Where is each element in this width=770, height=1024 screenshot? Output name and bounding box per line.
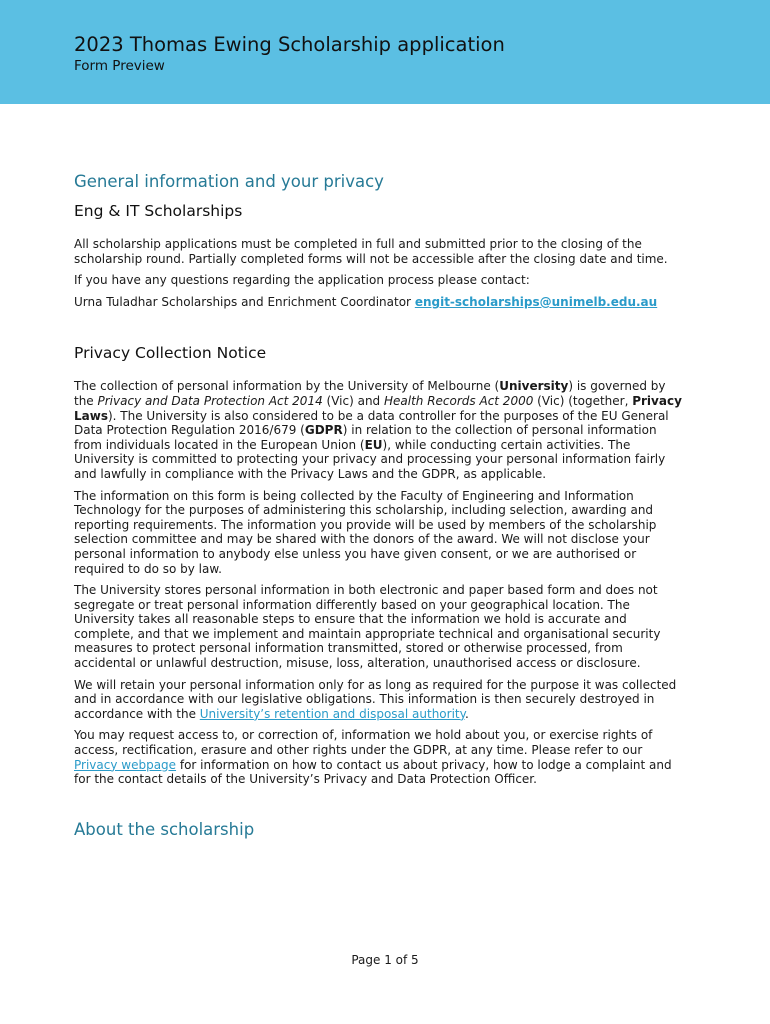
privacy-p4-text: . (465, 706, 469, 721)
act-health-records: Health Records Act 2000 (383, 393, 534, 408)
privacy-p1-text: (Vic) and (322, 393, 384, 408)
page-subtitle: Form Preview (74, 58, 165, 74)
act-privacy-data-protection: Privacy and Data Protection Act 2014 (97, 393, 323, 408)
general-paragraph-2: If you have any questions regarding the application process please contact: (74, 273, 530, 288)
contact-email-link[interactable]: engit-scholarships@unimelb.edu.au (414, 294, 658, 309)
privacy-p5-text: You may request access to, or correction of, information we hold about you, or exercise rights of access, rectification, erasure and other rights under the GDPR, at any time. Please refer to our (74, 728, 653, 758)
privacy-paragraph-1 (74, 379, 684, 481)
general-paragraph-contact (74, 295, 684, 310)
header-banner (0, 0, 770, 104)
privacy-paragraph-2: The information on this form is being collected by the Faculty of Engineering and Information Technology for the purposes of administering this scholarship, including selection, awarding and reporting requirements. The information you provide will be used by members of the scholarship selection committee and may be shared with the donors of the award. We will not disclose your personal information to anybody else unless you have given consent, or we are authorised or required to do so by law. (74, 488, 657, 576)
privacy-p1-text: ) is governed by the (74, 379, 666, 408)
privacy-paragraph-3: The University stores personal information in both electronic and paper based form and does not segregate or treat personal information differently based on your geographical location. The University takes all reasonable steps to ensure that the information we hold is accurate and complete, and that we implement and maintain appropriate technical and organisational security measures to protect personal information transmitted, stored or otherwise processed, from accidental or unlawful destruction, misuse, loss, alteration, unauthorised access or disclosure. (74, 583, 661, 671)
term-eu: EU (364, 437, 383, 452)
page-number: Page 1 of 5 (351, 953, 419, 967)
privacy-paragraph-5 (74, 728, 684, 786)
privacy-p1-text: ), while conducting certain activities. The University is committed to protecting your privacy and processing your personal information fairly and lawfully in compliance with the Privacy Laws and the GDPR, as applicable. (74, 437, 666, 481)
general-paragraph-1: All scholarship applications must be completed in full and submitted prior to the closing of the scholarship round. Partially completed forms will not be accessible after the closing date and time. (74, 237, 668, 266)
privacy-paragraph-4 (74, 678, 684, 722)
section-heading-general: General information and your privacy (74, 172, 384, 191)
document-content (74, 171, 684, 841)
section-heading-about: About the scholarship (74, 819, 255, 839)
subheading-eng-it: Eng & IT Scholarships (74, 202, 243, 220)
retention-authority-link[interactable]: University’s retention and disposal authority (199, 706, 466, 721)
privacy-p4-text: We will retain your personal information only for as long as required for the purpose it was collected and in accordance with our legislative obligations. This information is then securely destroyed in accordance with the (74, 677, 677, 721)
term-privacy-laws: Privacy Laws (74, 393, 682, 423)
privacy-webpage-link[interactable]: Privacy webpage (74, 757, 177, 772)
contact-text: Urna Tuladhar Scholarships and Enrichment Coordinator (74, 294, 415, 309)
privacy-p1-text: ) in relation to the collection of personal information from individuals located in the European Union ( (74, 423, 657, 452)
page-title: 2023 Thomas Ewing Scholarship application (74, 33, 505, 56)
term-university: University (499, 379, 569, 394)
privacy-p1-text: (Vic) (together, (533, 393, 633, 408)
privacy-p5-text: for information on how to contact us about privacy, how to lodge a complaint and for the contact details of the University’s Privacy and Data Protection Officer. (74, 757, 672, 787)
term-gdpr: GDPR (304, 423, 343, 438)
privacy-p1-text: The collection of personal information by the University of Melbourne ( (74, 379, 500, 394)
section-heading-privacy: Privacy Collection Notice (74, 344, 267, 363)
privacy-p1-text: ). The University is also considered to be a data controller for the purposes of the EU General Data Protection Regulation 2016/679 ( (74, 408, 669, 438)
